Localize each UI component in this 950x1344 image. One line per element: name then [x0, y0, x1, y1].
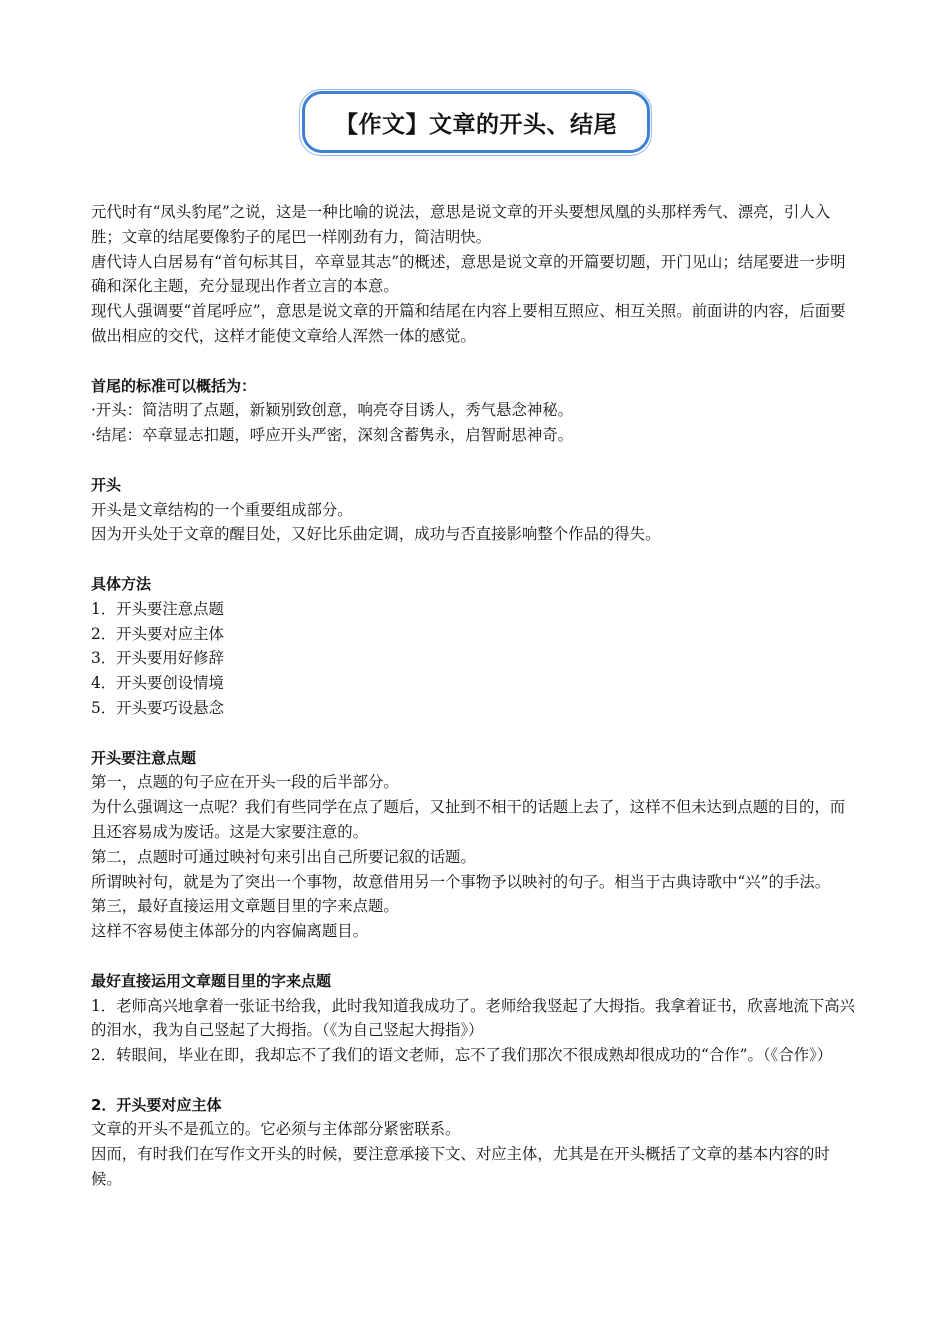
- methods-item: 5．开头要巧设悬念: [91, 698, 224, 717]
- intro-paragraph: 唐代诗人白居易有“首句标其目，卒章显其志”的概述，意思是说文章的开篇要切题，开门见山；结尾要进一步明确和深化主题，充分显现出作者立言的本意。: [91, 252, 846, 296]
- point-topic-line: 第一，点题的句子应在开头一段的后半部分。: [91, 773, 399, 792]
- document-body: [91, 200, 859, 1192]
- standards-item: ·开头：简洁明了点题，新颖别致创意，响亮夺目诱人，秀气悬念神秘。: [91, 401, 574, 420]
- spacer: [91, 448, 859, 473]
- title-frame: [299, 89, 652, 156]
- point-topic-line: 第三，最好直接运用文章题目里的字来点题。: [91, 897, 399, 916]
- spacer: [91, 349, 859, 374]
- opening-heading: 开头: [91, 475, 122, 494]
- match-body-heading: 2．开头要对应主体: [91, 1095, 222, 1114]
- point-topic-line: 为什么强调这一点呢？我们有些同学在点了题后，又扯到不相干的话题上去了，这样不但未达到点题的目的，而且还容易成为废话。这是大家要注意的。: [91, 798, 846, 841]
- opening-line: 因为开头处于文章的醒目处，又好比乐曲定调，成功与否直接影响整个作品的得失。: [91, 525, 661, 544]
- opening-line: 开头是文章结构的一个重要组成部分。: [91, 500, 353, 519]
- page-title: 【作文】文章的开头、结尾: [335, 111, 617, 138]
- intro-paragraph: 元代时有“凤头豹尾”之说，这是一种比喻的说法，意思是说文章的开头要想凤凰的头那样秀气、漂亮，引人入胜；文章的结尾要像豹子的尾巴一样刚劲有力，简洁明快。: [91, 203, 831, 246]
- methods-item: 4．开头要创设情境: [91, 674, 224, 693]
- intro-paragraph: 现代人强调要“首尾呼应”，意思是说文章的开篇和结尾在内容上要相互照应、相互关照。前面讲的内容，后面要做出相应的交代，这样才能使文章给人浑然一体的感觉。: [91, 302, 846, 345]
- methods-item: 3．开头要用好修辞: [91, 649, 224, 668]
- methods-heading: 具体方法: [91, 574, 152, 593]
- spacer: [91, 547, 859, 572]
- standards-heading: 首尾的标准可以概括为：: [91, 376, 257, 395]
- spacer: [91, 944, 859, 969]
- point-topic-heading: 开头要注意点题: [91, 748, 197, 767]
- methods-item: 2．开头要对应主体: [91, 624, 224, 643]
- point-topic-line: 所谓映衬句，就是为了突出一个事物，故意借用另一个事物予以映衬的句子。相当于古典诗歌中“兴”的手法。: [91, 872, 831, 891]
- point-topic-line: 第二，点题时可通过映衬句来引出自己所要记叙的话题。: [91, 847, 476, 866]
- methods-item: 1．开头要注意点题: [91, 599, 224, 618]
- title-words-example: 2．转眼间，毕业在即，我却忘不了我们的语文老师，忘不了我们那次不很成熟却很成功的“合作”。（《合作》）: [91, 1046, 833, 1065]
- spacer: [91, 721, 859, 746]
- standards-item: ·结尾：卒章显志扣题，呼应开头严密，深刻含蓄隽永，启智耐思神奇。: [91, 426, 574, 445]
- spacer: [91, 1068, 859, 1093]
- match-body-line: 文章的开头不是孤立的。它必须与主体部分紧密联系。: [91, 1120, 461, 1139]
- title-box: [302, 91, 650, 153]
- title-words-example: 1．老师高兴地拿着一张证书给我，此时我知道我成功了。老师给我竖起了大拇指。我拿着证书，欣喜地流下高兴的泪水，我为自己竖起了大拇指。（《为自己竖起大拇指》）: [91, 996, 855, 1040]
- match-body-line: 因而，有时我们在写作文开头的时候，要注意承接下文、对应主体，尤其是在开头概括了文章的基本内容的时候。: [91, 1145, 830, 1189]
- title-words-heading: 最好直接运用文章题目里的字来点题: [91, 971, 332, 990]
- point-topic-line: 这样不容易使主体部分的内容偏离题目。: [91, 922, 369, 941]
